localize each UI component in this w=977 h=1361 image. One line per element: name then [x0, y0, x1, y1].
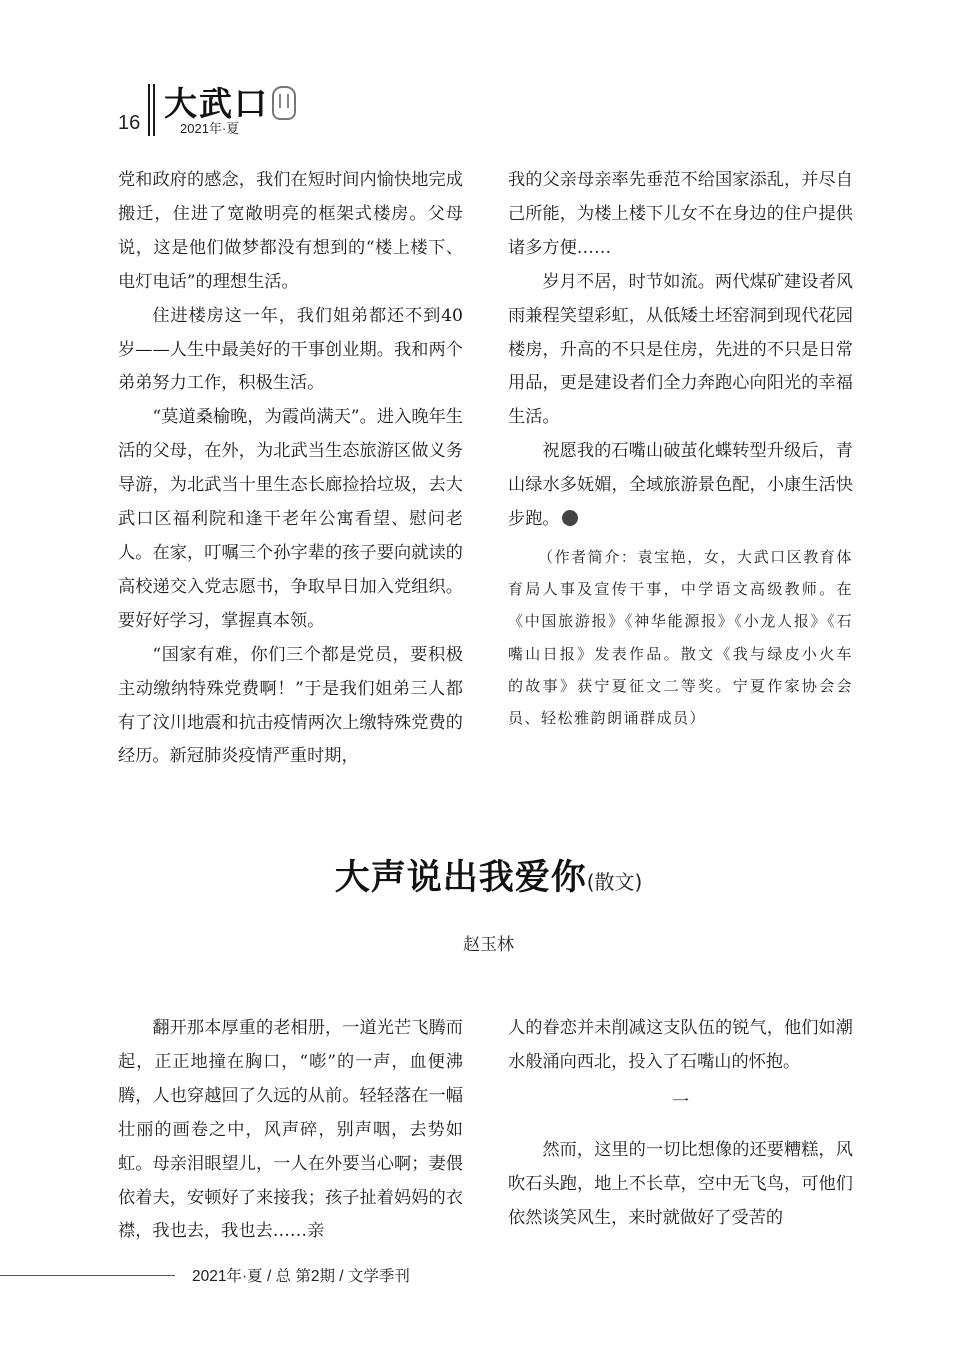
footer-rule: [0, 1275, 175, 1276]
paragraph: 我的父亲母亲率先垂范不给国家添乱，并尽自己所能，为楼上楼下儿女不在身边的住户提供诸多方便……: [508, 170, 853, 258]
seal-icon: [272, 86, 296, 120]
right-column-top: [508, 164, 853, 537]
page-header: [118, 80, 338, 140]
bio-text: （作者简介：袁宝艳，女，大武口区教育体育局人事及宣传干事，中学语文高级教师。在《中国旅游报》《神华能源报》《小龙人报》《石嘴山日报》发表作品。散文《我与绿皮小火车的故事》获宁夏征文二等奖。宁夏作家协会会员、轻松雅韵朗诵群成员）: [508, 548, 853, 728]
page-number: 16: [118, 112, 141, 134]
section-number: 一: [671, 1091, 690, 1112]
left-column-bottom: [118, 1012, 463, 1249]
end-mark-icon: [562, 510, 578, 526]
header-divider: [148, 84, 150, 136]
paragraph: 住进楼房这一年，我们姐弟都还不到40岁——人生中最美好的干事创业期。我和两个弟弟努力工作，积极生活。: [118, 305, 463, 394]
title-main: 大声说出我爱你: [334, 858, 587, 898]
header-divider: [153, 84, 155, 136]
paragraph: “国家有难，你们三个都是党员，要积极主动缴纳特殊党费啊！”于是我们姐弟三人都有了汶川地震和抗击疫情两次上缴特殊党费的经历。新冠肺炎疫情严重时期，: [118, 644, 463, 767]
paragraph: 党和政府的感念，我们在短时间内愉快地完成搬迁，住进了宽敞明亮的框架式楼房。父母说，这是他们做梦都没有想到的“楼上楼下、电灯电话”的理想生活。: [118, 170, 463, 292]
paragraph: “莫道桑榆晚，为霞尚满天”。进入晚年生活的父母，在外，为北武当生态旅游区做义务导游，为北武当十里生态长廊捡拾垃圾，去大武口区福利院和逢干老年公寓看望、慰问老人。在家，叮嘱三个孙字辈的孩子要向就读的高校递交入党志愿书，争取早日加入党组织。要好好学习，掌握真本领。: [118, 407, 463, 631]
article-author: 赵玉林: [463, 935, 514, 955]
right-column-bottom: [508, 1012, 853, 1235]
magazine-logo: 大武口: [164, 84, 269, 123]
author-bio: [508, 541, 853, 734]
article-title: [0, 850, 977, 900]
paragraph: [508, 435, 853, 537]
paragraph: 然而，这里的一切比想像的还要糟糕，风吹石头跑，地上不长草，空中无飞鸟，可他们依然谈笑风生，来时就做好了受苦的: [508, 1139, 853, 1228]
paragraph-text: 祝愿我的石嘴山破茧化蝶转型升级后，青山绿水多妩媚，全域旅游景色配，小康生活快步跑。: [508, 441, 853, 530]
paragraph: 翻开那本厚重的老相册，一道光芒飞腾而起，正正地撞在胸口，“嘭”的一声，血便沸腾，人也穿越回了久远的从前。轻轻落在一幅壮丽的画卷之中，风声碎，别声咽，去势如虹。母亲泪眼望儿，一人在外要当心啊；妻偎依着夫，安顿好了来接我；孩子扯着妈妈的衣襟，我也去，我也去……亲: [118, 1018, 463, 1242]
left-column-top: [118, 164, 463, 774]
title-genre: (散文): [586, 870, 643, 894]
page-footer: 2021年·夏 / 总 第2期 / 文学季刊: [192, 1268, 410, 1285]
issue-season: 2021年·夏: [180, 121, 240, 136]
paragraph: 岁月不居，时节如流。两代煤矿建设者风雨兼程笑望彩虹，从低矮土坯窑洞到现代花园楼房，升高的不只是住房，先进的不只是日常用品，更是建设者们全力奔跑心向阳光的幸福生活。: [508, 271, 853, 428]
paragraph: 人的眷恋并未削减这支队伍的锐气，他们如潮水般涌向西北，投入了石嘴山的怀抱。: [508, 1018, 853, 1072]
